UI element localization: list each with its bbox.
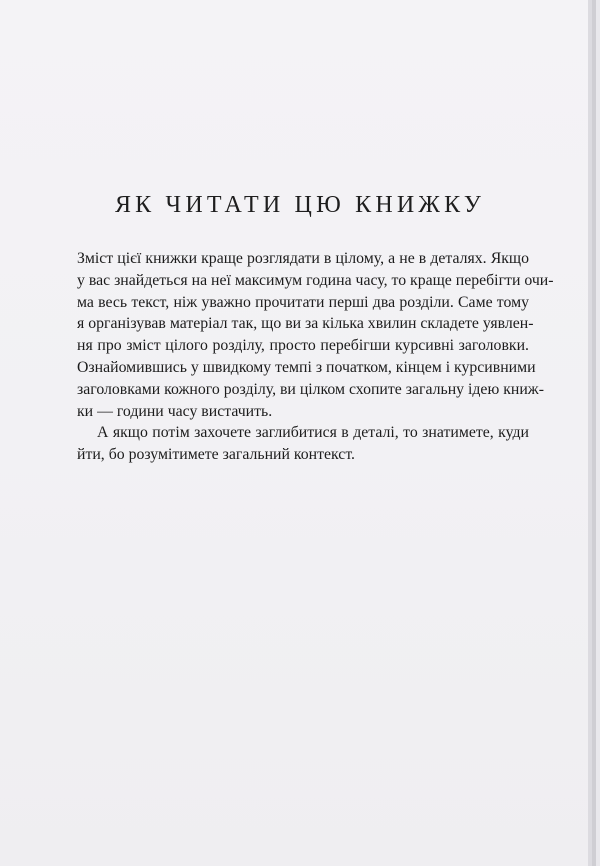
paragraph-2: [77, 422, 529, 466]
body-text: [77, 248, 554, 466]
text-line: у вас знайдеться на неї максимум година часу, то краще перебігти очи-: [77, 271, 554, 289]
text-line: я організував матеріал так, що ви за кілька хвилин складете уявлен-: [77, 315, 534, 333]
text-line: ма весь текст, ніж уважно прочитати перші два розділи. Саме тому: [77, 293, 529, 311]
text-line: ня про зміст цілого розділу, просто перебігши курсивні заголовки.: [77, 337, 529, 355]
text-line: Зміст цієї книжки краще розглядати в цілому, а не в деталях. Якщо: [77, 250, 529, 267]
paragraph-1: [77, 248, 554, 422]
page-title: ЯК ЧИТАТИ ЦЮ КНИЖКУ: [114, 192, 486, 218]
text-line: Ознайомившись у швидкому темпі з початком, кінцем і курсивними: [77, 358, 536, 376]
text-line: йти, бо розумітимете загальний контекст.: [77, 446, 355, 464]
text-line: заголовками кожного розділу, ви цілком схопите загальну ідею книж-: [77, 380, 544, 398]
text-line: ки — години часу вистачить.: [77, 402, 273, 420]
text-line: А якщо потім захочете заглибитися в деталі, то знатимете, куди: [97, 424, 529, 442]
